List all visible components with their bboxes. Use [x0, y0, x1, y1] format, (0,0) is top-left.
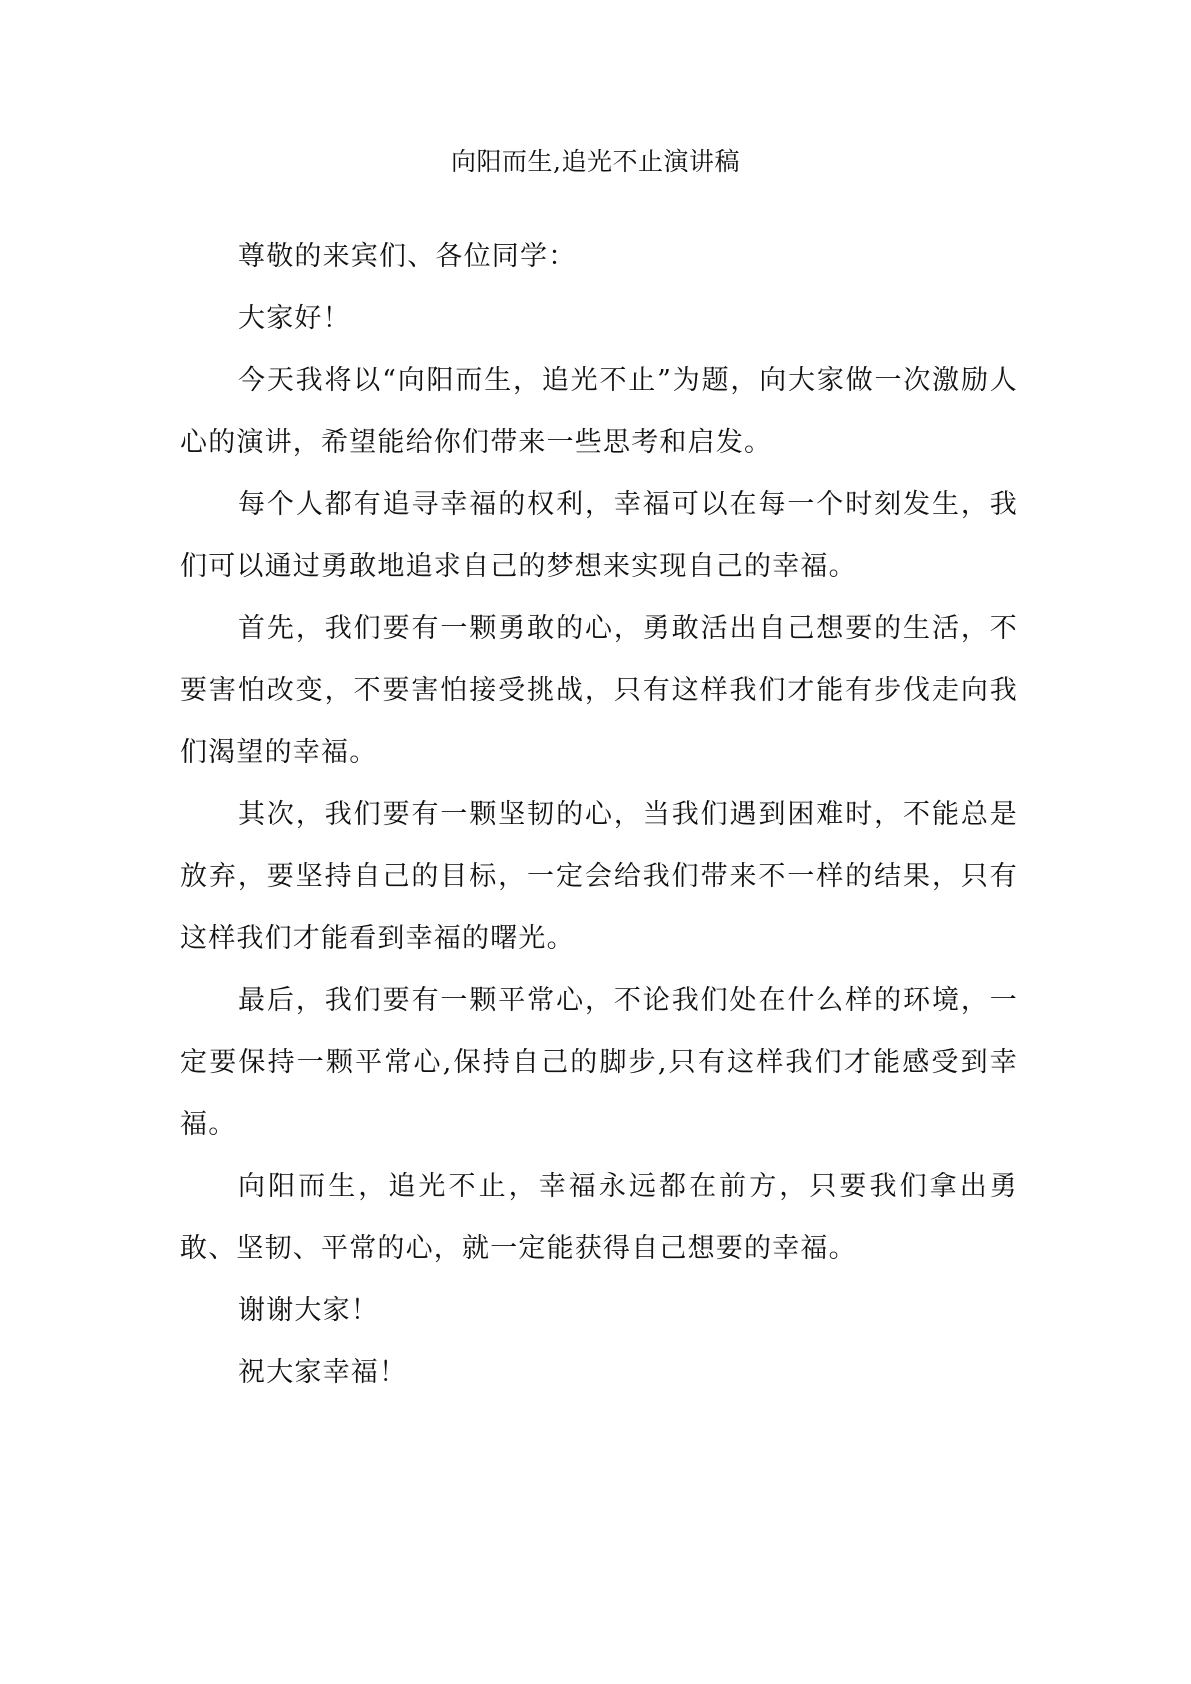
paragraph-conclusion: 向阳而生，追光不止，幸福永远都在前方，只要我们拿出勇敢、坚韧、平常的心，就一定能获得自己想要的幸福。 — [180, 1171, 1018, 1264]
paragraph-first-point: 首先，我们要有一颗勇敢的心，勇敢活出自己想要的生活，不要害怕改变，不要害怕接受挑战，只有这样我们才能有步伐走向我们渴望的幸福。 — [180, 613, 1018, 768]
paragraph-second-point: 其次，我们要有一颗坚韧的心，当我们遇到困难时，不能总是放弃，要坚持自己的目标，一定会给我们带来不一样的结果，只有这样我们才能看到幸福的曙光。 — [180, 799, 1018, 954]
paragraph-thanks: 谢谢大家！ — [238, 1295, 379, 1326]
document-body — [180, 226, 1018, 1404]
paragraph-salutation: 尊敬的来宾们、各位同学： — [238, 241, 577, 272]
paragraph-intro: 今天我将以“向阳而生，追光不止”为题，向大家做一次激励人心的演讲，希望能给你们带来一些思考和启发。 — [180, 365, 1018, 458]
document-title: 向阳而生,追光不止演讲稿 — [451, 147, 740, 176]
paragraph-right-to-happiness: 每个人都有追寻幸福的权利，幸福可以在每一个时刻发生，我们可以通过勇敢地追求自己的梦想来实现自己的幸福。 — [180, 489, 1018, 582]
paragraph-greeting: 大家好！ — [238, 303, 351, 334]
paragraph-wishes: 祝大家幸福！ — [238, 1357, 408, 1388]
paragraph-third-point: 最后，我们要有一颗平常心，不论我们处在什么样的环境，一定要保持一颗平常心,保持自己的脚步,只有这样我们才能感受到幸福。 — [180, 985, 1018, 1140]
